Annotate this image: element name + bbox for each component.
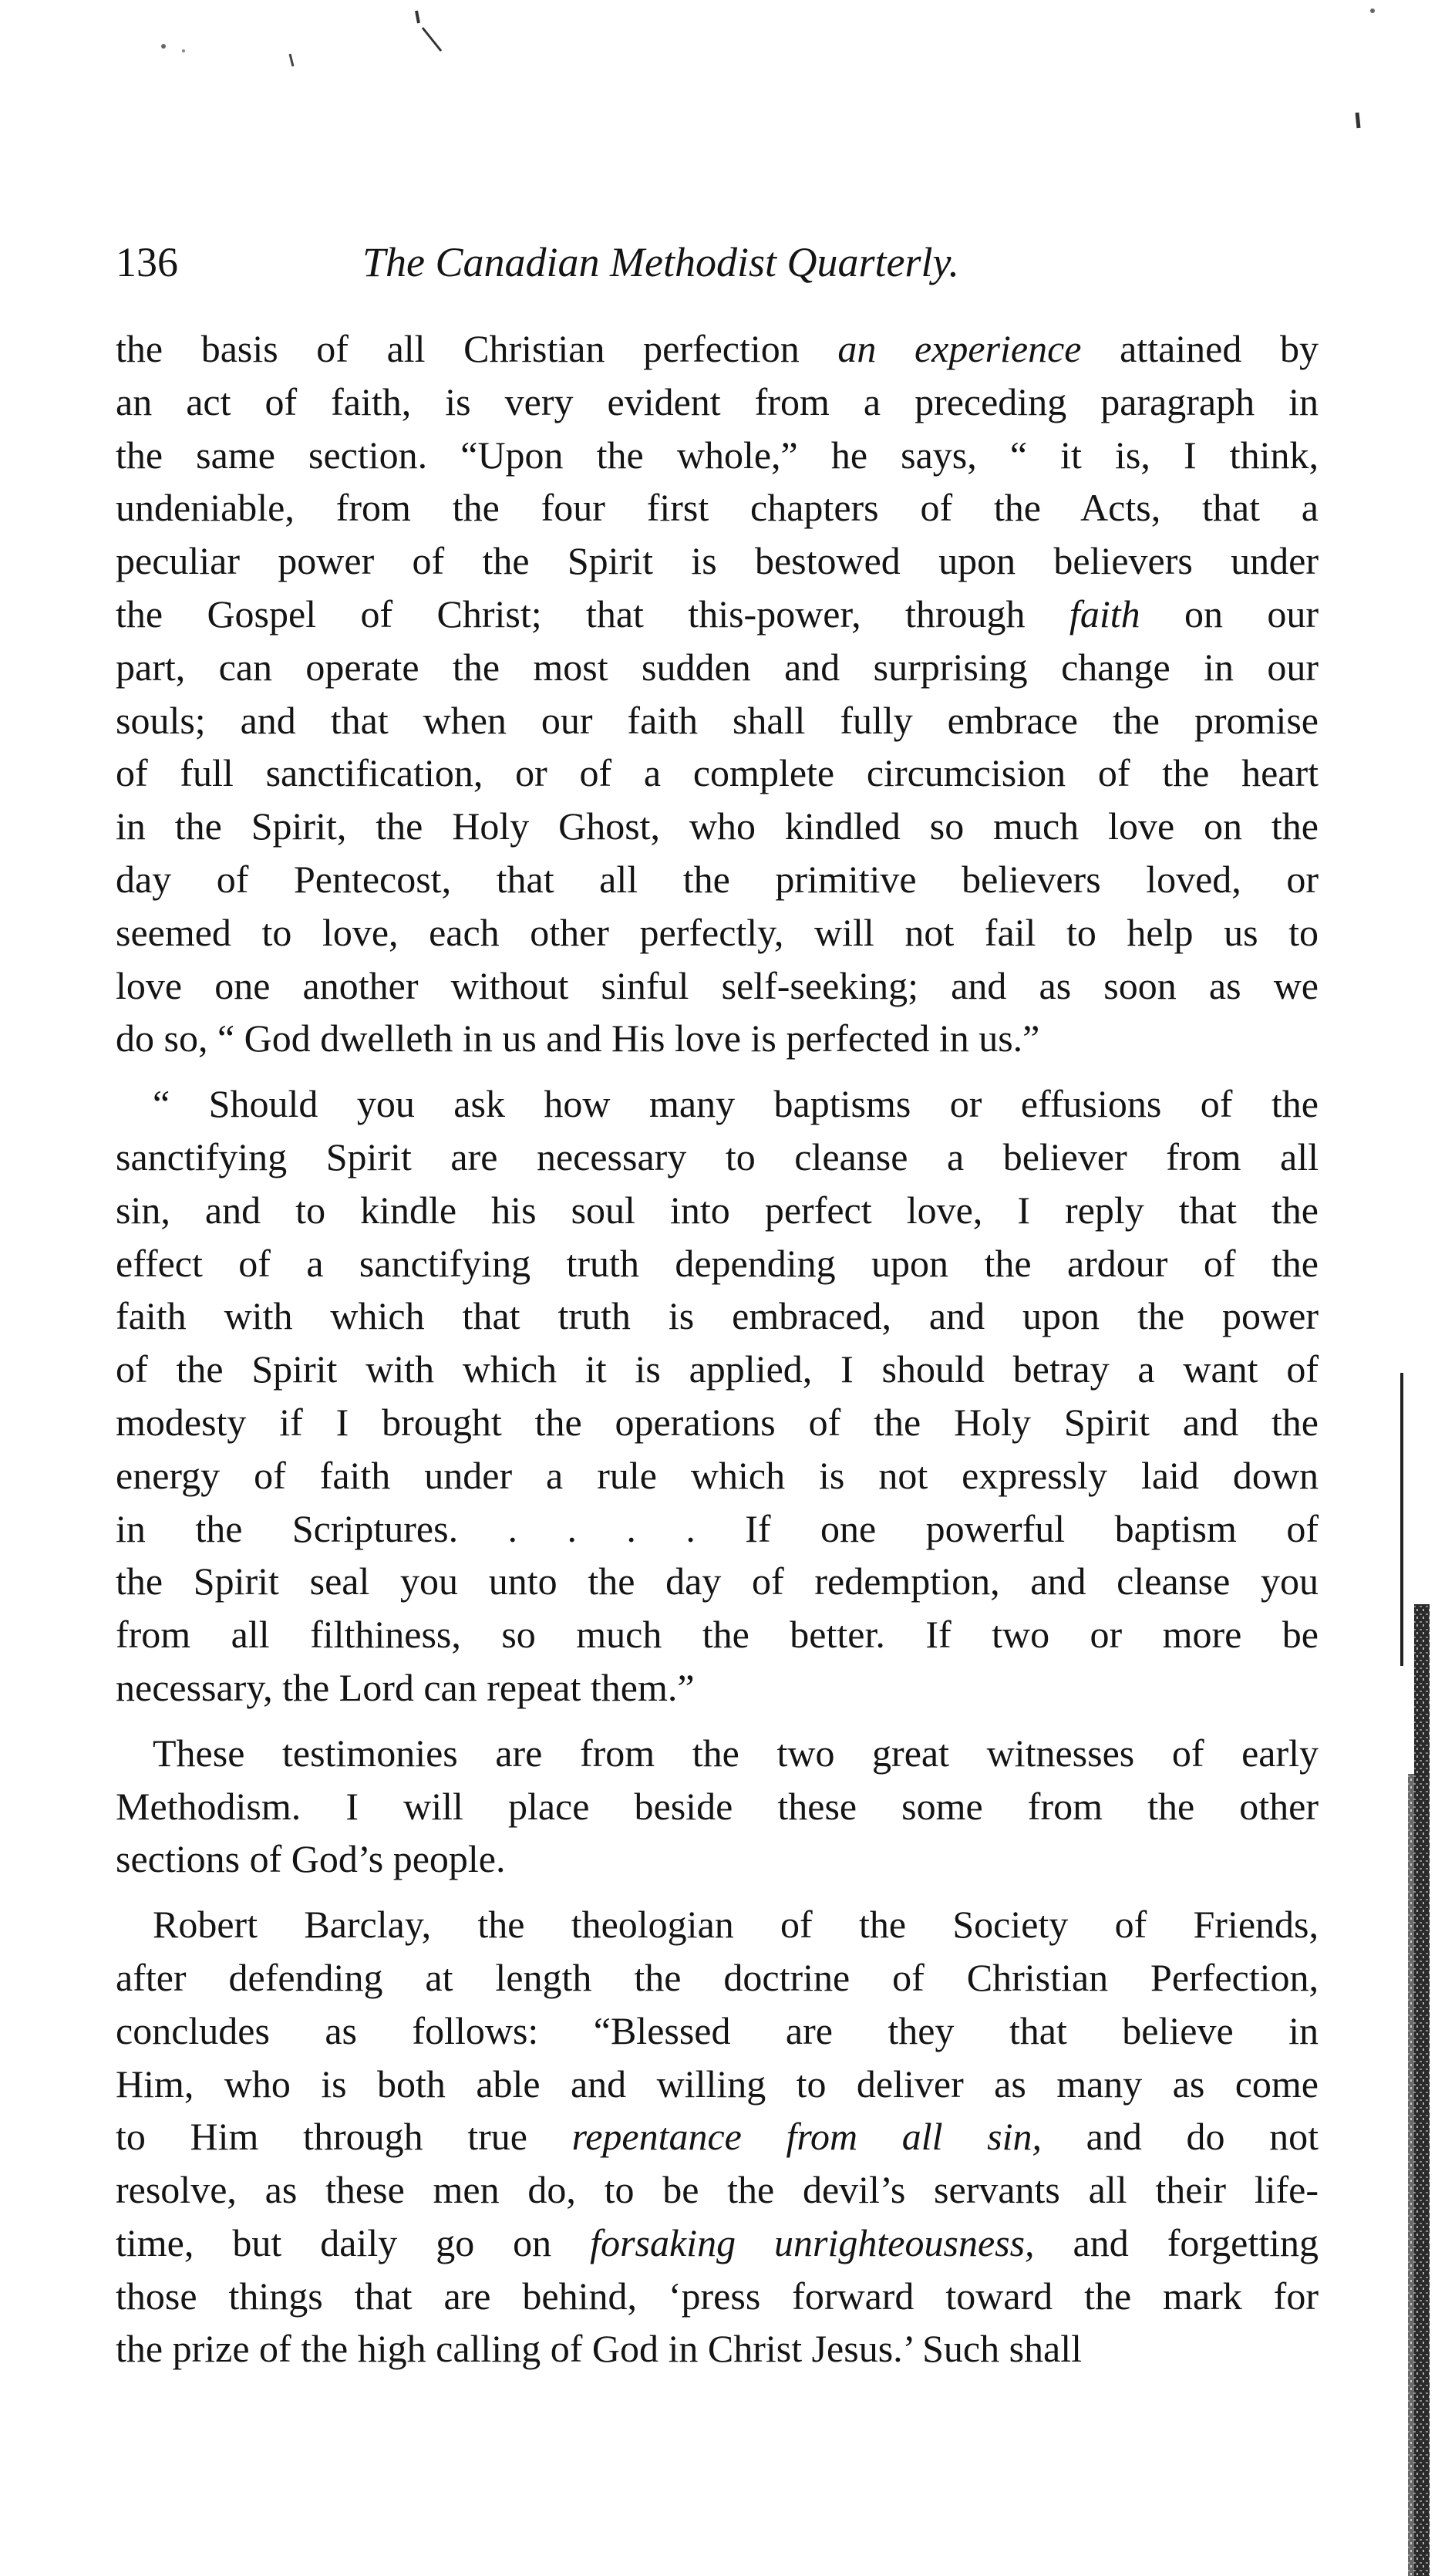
text-line [116, 1290, 1319, 1343]
paragraph [116, 1898, 1319, 2375]
text-run: love one another without sinful self-seeking; and as soon as we [116, 963, 1319, 1007]
text-line [116, 1780, 1319, 1833]
text-run: These testimonies are from the two great witnesses of early [153, 1731, 1319, 1775]
text-line [116, 641, 1319, 694]
text-line [116, 1727, 1319, 1780]
paragraph [116, 322, 1319, 1065]
text-line [116, 322, 1319, 376]
text-line [116, 2004, 1319, 2058]
text-line [116, 1555, 1319, 1608]
italic-run: an experience [837, 327, 1082, 370]
text-run: and do not [1042, 2115, 1319, 2159]
page-number: 136 [116, 239, 178, 285]
text-line [116, 1343, 1319, 1396]
text-run: the Gospel of Christ; that this-power, through [116, 592, 1069, 636]
text-run: sanctifying Spirit are necessary to cleanse a believer from all [116, 1135, 1319, 1178]
text-line [116, 1608, 1319, 1661]
text-run: after defending at length the doctrine of Christian Perfection, [116, 1955, 1319, 1999]
text-run: of the Spirit with which it is applied, I should betray a want of [116, 1347, 1319, 1391]
text-run: from all filthiness, so much the better. If two or more be [116, 1613, 1319, 1657]
text-run: those things that are behind, ‘press forward toward the mark for [116, 2274, 1319, 2318]
text-run: Methodism. I will place beside these some from the other [116, 1784, 1319, 1828]
text-line [116, 588, 1319, 641]
text-line [116, 1951, 1319, 2004]
text-run: energy of faith under a rule which is not expressly laid down [116, 1453, 1319, 1497]
text-line [116, 694, 1319, 747]
text-line [116, 1012, 1319, 1065]
text-line [116, 534, 1319, 588]
text-line [116, 2163, 1319, 2217]
text-line [116, 1449, 1319, 1502]
paragraph [116, 1727, 1319, 1886]
text-line [116, 800, 1319, 853]
text-line [116, 747, 1319, 800]
text-line [116, 959, 1319, 1013]
text-run: to Him through true [116, 2115, 572, 2159]
italic-run: repentance from all sin, [571, 2115, 1042, 2159]
text-run: the prize of the high calling of God in Christ Jesus.’ Such shall [116, 2327, 1083, 2371]
text-run: of full sanctification, or of a complete circumcision of the heart [116, 751, 1319, 795]
text-run: modesty if I brought the operations of the Holy Spirit and the [116, 1400, 1319, 1444]
text-line [116, 853, 1319, 906]
italic-run: forsaking unrighteousness, [590, 2220, 1035, 2264]
text-run: do so, “ God dwelleth in us and His love is perfected in us.” [116, 1017, 1040, 1060]
text-line [116, 429, 1319, 482]
running-title: The Canadian Methodist Quarterly. [362, 239, 959, 285]
text-line [116, 2217, 1319, 2270]
text-line [116, 1396, 1319, 1449]
text-line [116, 2322, 1319, 2375]
text-run: peculiar power of the Spirit is bestowed upon believers under [116, 539, 1319, 583]
text-run: Robert Barclay, the theologian of the Society of Friends, [153, 1903, 1319, 1947]
text-run: and forgetting [1034, 2220, 1319, 2264]
text-run: on our [1140, 592, 1319, 636]
text-run: concludes as follows: “Blessed are they that believe in [116, 2008, 1319, 2052]
text-run: resolve, as these men do, to be the devil’s servants all their life- [116, 2168, 1319, 2212]
text-run: the Spirit seal you unto the day of redemption, and cleanse you [116, 1559, 1319, 1603]
text-run: effect of a sanctifying truth depending upon the ardour of the [116, 1241, 1319, 1285]
text-run: day of Pentecost, that all the primitive believers loved, or [116, 857, 1319, 901]
text-line [116, 1833, 1319, 1886]
text-run: part, can operate the most sudden and surprising change in our [116, 645, 1319, 689]
text-run: in the Spirit, the Holy Ghost, who kindled so much love on the [116, 804, 1319, 848]
text-line [116, 1237, 1319, 1290]
text-line [116, 1661, 1319, 1715]
text-line [116, 1184, 1319, 1237]
text-line [116, 1502, 1319, 1556]
text-line [116, 376, 1319, 429]
text-line [116, 1898, 1319, 1951]
text-run: time, but daily go on [116, 2220, 591, 2264]
text-run: sections of God’s people. [116, 1837, 506, 1881]
text-run: the same section. “Upon the whole,” he says, “ it is, I think, [116, 433, 1319, 477]
paragraph [116, 1077, 1319, 1715]
text-line [116, 481, 1319, 534]
text-run: necessary, the Lord can repeat them.” [116, 1665, 695, 1709]
italic-run: faith [1069, 592, 1140, 636]
body-text [116, 322, 1319, 2388]
text-line [116, 2110, 1319, 2163]
text-line [116, 2270, 1319, 2323]
text-run: an act of faith, is very evident from a preceding paragraph in [116, 379, 1319, 423]
text-run: souls; and that when our faith shall fully embrace the promise [116, 698, 1319, 742]
scanned-page-edge [1394, 1373, 1430, 2576]
text-run: faith with which that truth is embraced, and upon the power [116, 1294, 1319, 1338]
text-run: the basis of all Christian perfection [116, 327, 838, 370]
text-run: sin, and to kindle his soul into perfect love, I reply that the [116, 1188, 1319, 1232]
text-run: “ Should you ask how many baptisms or effusions of the [153, 1082, 1319, 1126]
text-line [116, 1077, 1319, 1131]
text-run: in the Scriptures. . . . . If one powerful baptism of [116, 1506, 1319, 1550]
page-header [116, 231, 1164, 293]
text-line [116, 2058, 1319, 2111]
text-line [116, 1131, 1319, 1184]
text-run: attained by [1081, 327, 1319, 370]
text-line [116, 906, 1319, 959]
text-run: undeniable, from the four first chapters of the Acts, that a [116, 486, 1319, 530]
text-run: seemed to love, each other perfectly, will not fail to help us to [116, 910, 1319, 954]
text-run: Him, who is both able and willing to deliver as many as come [116, 2062, 1319, 2106]
